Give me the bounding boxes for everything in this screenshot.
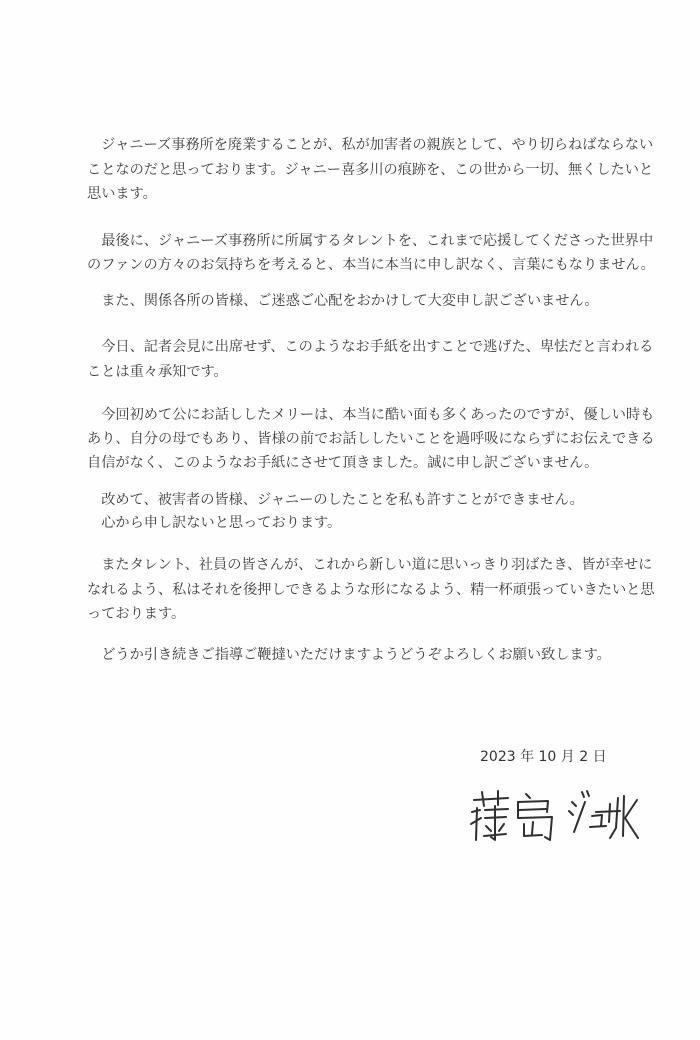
letter-line: またタレント、社員の皆さんが、これから新しい道に思いっきり羽ばたき、皆が幸せに bbox=[87, 557, 653, 573]
letter-line: 思います。 bbox=[87, 186, 157, 202]
letter-line: 今回初めて公にお話ししたメリーは、本当に酷い面も多くあったのですが、優しい時も bbox=[87, 407, 655, 423]
letter-line: のファンの方々のお気持ちを考えると、本当に本当に申し訳なく、言葉にもなりません。 bbox=[87, 257, 655, 273]
letter-line: あり、自分の母でもあり、皆様の前でお話ししたいことを過呼吸にならずにお伝えできる bbox=[87, 431, 655, 447]
letter-line: 最後に、ジャニーズ事務所に所属するタレントを、これまで応援してくださった世界中 bbox=[87, 233, 654, 249]
letter-line: また、関係各所の皆様、ご迷惑ご心配をおかけして大変申し訳ございません。 bbox=[87, 293, 599, 309]
letter-line: っております。 bbox=[87, 606, 186, 622]
letter-line: ことなのだと思っております。ジャニー喜多川の痕跡を、この世から一切、無くしたいと bbox=[87, 162, 654, 178]
letter-line: なれるよう、私はそれを後押しできるような形になるよう、精一杯頑張っていきたいと思 bbox=[87, 582, 655, 598]
letter-line: 心から申し訳ないと思っております。 bbox=[87, 515, 342, 531]
letter-line: ことは重々承知です。 bbox=[87, 364, 228, 380]
letter-line: 自信がなく、このようなお手紙にさせて頂きました。誠に申し訳ございません。 bbox=[87, 455, 599, 471]
handwritten-signature bbox=[468, 788, 640, 848]
letter-line: 改めて、被害者の皆様、ジャニーのしたことを私も許すことができません。 bbox=[87, 492, 584, 508]
letter-line: どうか引き続きご指導ご鞭撻いただけますようどうぞよろしくお願い致します。 bbox=[87, 647, 611, 663]
letter-line: 今日、記者会見に出席せず、このようなお手紙を出すことで逃げた、卑怯だと言われる bbox=[87, 339, 654, 355]
letter-date: 2023 年 10 月 2 日 bbox=[480, 749, 607, 765]
letter-line: ジャニーズ事務所を廃業することが、私が加害者の親族として、やり切らねばならない bbox=[87, 137, 654, 153]
